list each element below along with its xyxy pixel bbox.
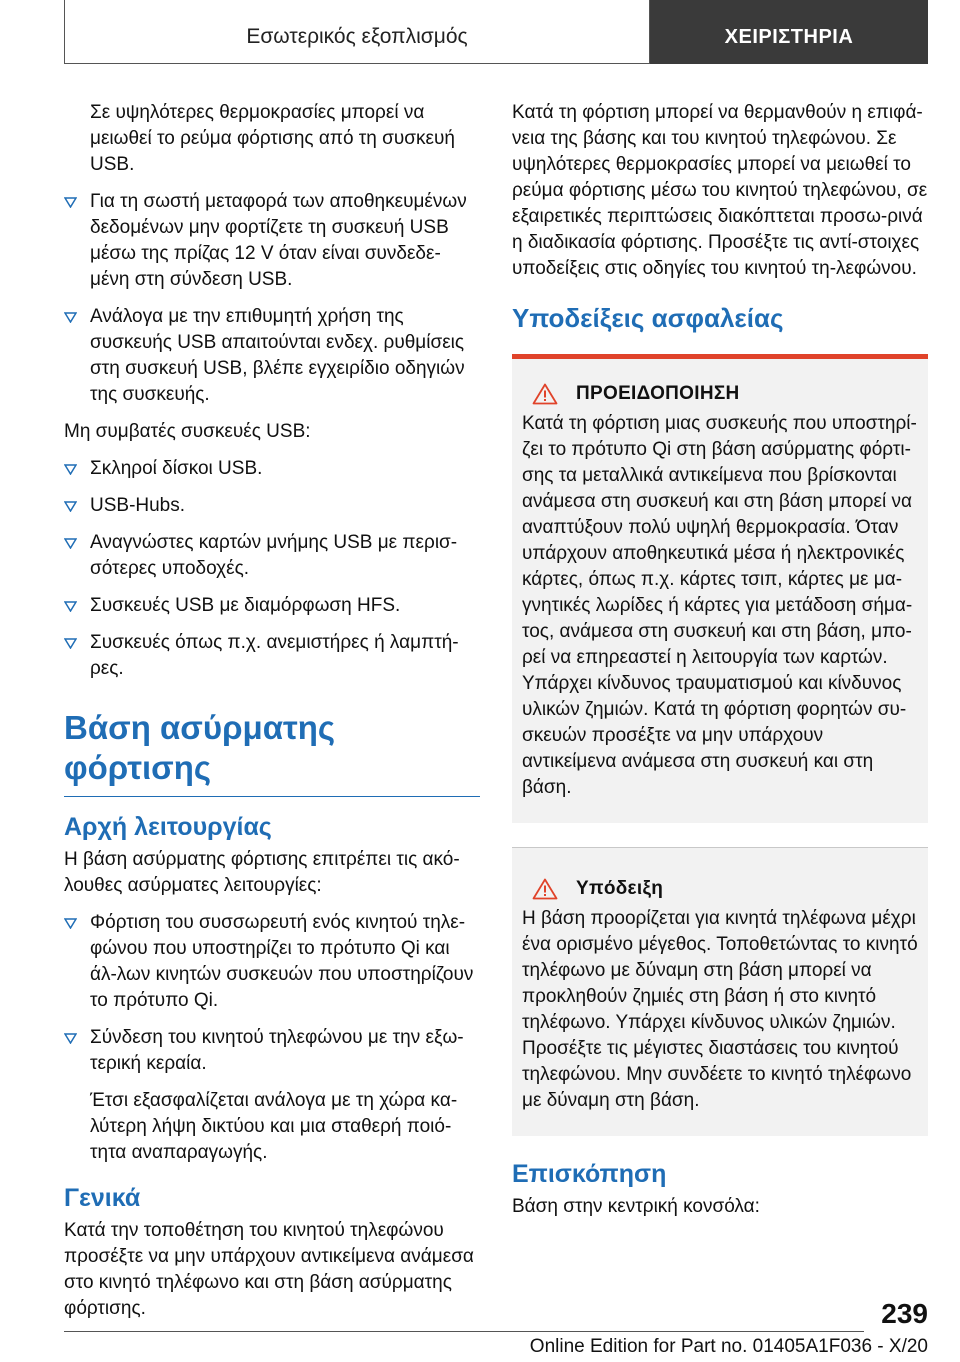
general-text: Κατά την τοποθέτηση του κινητού τηλεφώνου προσέξτε να μην υπάρχουν αντικείμενα ανάμεσα στο κινητό τηλέφωνο και στη βάση ασύρματης φόρτισης. (64, 1220, 474, 1319)
list-item (64, 493, 480, 519)
page-header (64, 0, 928, 64)
heating-text: Κατά τη φόρτιση μπορεί να θερμανθούν η επιφά-νεια της βάσης και του κινητού τηλεφώνου. Σε υψηλότερες θερμοκρασίες μπορεί να μειωθεί το ρεύμα φόρτισης μέσω του κινητού τηλεφώνου, σε εξαιρετικές περιπτώσεις διακόπτεται προσω-ρινά η διαδικασία φόρτισης. Προσέξτε τις αντί-στοιχες υποδείξεις στις οδηγίες του κινητού τη-λεφώνου. (512, 102, 928, 279)
antenna-note: Έτσι εξασφαλίζεται ανάλογα με τη χώρα κα-λύτερη λήψη δικτύου και μια σταθερή ποιό-τητα αναπαραγωγής. (90, 1090, 458, 1163)
functions-list (64, 910, 480, 1077)
overview-heading: Επισκόπηση (512, 1160, 667, 1188)
principle-heading: Αρχή λειτουργίας (64, 813, 272, 841)
triangle-bullet-icon (64, 601, 77, 612)
overview-text: Βάση στην κεντρική κονσόλα: (512, 1196, 760, 1217)
triangle-bullet-icon (64, 464, 77, 475)
section-tab: Εσωτερικός εξοπλισμός (64, 0, 650, 64)
page-number: 239 (881, 1298, 928, 1329)
list-item-text: Σκληροί δίσκοι USB. (90, 458, 263, 479)
warning-label: ΠΡΟΕΙΔΟΠΟΙΗΣΗ (576, 383, 740, 404)
general-heading: Γενικά (64, 1184, 141, 1212)
note-header (522, 878, 918, 900)
warning-triangle-icon (532, 383, 558, 405)
list-item (64, 189, 480, 293)
list-item (64, 456, 480, 482)
usb-intro-continued: Σε υψηλότερες θερμοκρασίες μπορεί να μειωθεί το ρεύμα φόρτισης από τη συσκευή USB. (90, 102, 455, 175)
list-item-text: Ανάλογα με την επιθυμητή χρήση της συσκευής USB απαιτούνται ενδεχ. ρυθμίσεις στη συσκευή USB, βλέπε εγχειρίδιο οδηγιών της συσκευής. (90, 306, 465, 405)
triangle-bullet-icon (64, 312, 77, 323)
incompatible-devices-list (64, 456, 480, 682)
warning-text: Κατά τη φόρτιση μιας συσκευής που υποστηρί-ζει το πρότυπο Qi στη βάση ασύρματης φόρτι-σης τα μεταλλικά αντικείμενα που βρίσκονται ανάμεσα στη συσκευή και στη βάση μπορεί να αναπτύξουν πολύ υψηλή θερμοκρασία. Όταν υπάρχουν αποθηκευτικά μέσα ή ηλεκτρονικές κάρτες, όπως π.χ. κάρτες τσιπ, κάρτες με μα-γνητικές λωρίδες ή κάρτες για μετάδοση σήμα-τος, ανάμεσα στη συσκευή και στη βάση, μπο-ρεί να επηρεαστεί η λειτουργία των καρτών. Υπάρχει κίνδυνος τραυματισμού και κίνδυνος υλικών ζημιών. Κατά τη φόρτιση φορητών συ-σκευών προσέξτε να μην υπάρχουν αντικείμενα ανάμεσα στη συσκευή και στη βάση. (522, 413, 917, 798)
caution-triangle-icon (532, 878, 558, 900)
warning-box (512, 354, 928, 823)
warning-header (522, 383, 918, 405)
triangle-bullet-icon (64, 638, 77, 649)
list-item-text: Φόρτιση του συσσωρευτή ενός κινητού τηλε-φώνου που υποστηρίζει το πρότυπο Qi και άλ-λων κινητών συσκευών που υποστηρίζουν το πρότυπο Qi. (90, 912, 474, 1011)
list-item (64, 593, 480, 619)
incompatible-devices-label: Μη συμβατές συσκευές USB: (64, 421, 311, 442)
main-section-title: Βάση ασύρματης φόρτισης (64, 708, 480, 797)
usb-notes-list (64, 189, 480, 408)
list-item-text: USB-Hubs. (90, 495, 186, 516)
left-column (64, 100, 480, 1333)
triangle-bullet-icon (64, 197, 77, 208)
list-item-text: Συσκευές όπως π.χ. ανεμιστήρες ή λαμπτή-ρες. (90, 632, 459, 679)
triangle-bullet-icon (64, 501, 77, 512)
right-column (512, 100, 928, 1231)
triangle-bullet-icon (64, 918, 77, 929)
list-item-text: Για τη σωστή μεταφορά των αποθηκευμένων δεδομένων μην φορτίζετε τη συσκευή USB μέσω της πρίζας 12 V όταν είναι συνδεδε-μένη στη σύνδεση USB. (90, 191, 467, 290)
list-item (64, 630, 480, 682)
chapter-tab: ΧΕΙΡΙΣΤΗΡΙΑ (650, 0, 928, 64)
footer-divider (64, 1331, 864, 1332)
edition-footer: Online Edition for Part no. 01405A1F036 - X/20 (529, 1336, 928, 1357)
list-item (64, 1025, 480, 1077)
list-item-text: Σύνδεση του κινητού τηλεφώνου με την εξω-τερική κεραία. (90, 1027, 464, 1074)
list-item-text: Συσκευές USB με διαμόρφωση HFS. (90, 595, 401, 616)
note-box (512, 847, 928, 1136)
note-text: Η βάση προορίζεται για κινητά τηλέφωνα μέχρι ένα ορισμένο μέγεθος. Τοποθετώντας το κινητό τηλέφωνο με δύναμη στη βάση μπορεί να προκληθούν ζημιές στη βάση ή στο κινητό τηλέφωνο. Υπάρχει κίνδυνος υλικών ζημιών. Προσέξτε τις μέγιστες διαστάσεις του κινητού τηλεφώνου. Μην συνδέετε το κινητό τηλέφωνο με δύναμη στη βάση. (522, 908, 918, 1111)
safety-heading: Υποδείξεις ασφαλείας (512, 303, 784, 333)
list-item (64, 910, 480, 1014)
triangle-bullet-icon (64, 538, 77, 549)
note-label: Υπόδειξη (576, 878, 664, 899)
list-item-text: Αναγνώστες καρτών μνήμης USB με περισ-σότερες υποδοχές. (90, 532, 458, 579)
list-item (64, 304, 480, 408)
triangle-bullet-icon (64, 1033, 77, 1044)
principle-text: Η βάση ασύρματης φόρτισης επιτρέπει τις ακό-λουθες ασύρματες λειτουργίες: (64, 849, 460, 896)
list-item (64, 530, 480, 582)
